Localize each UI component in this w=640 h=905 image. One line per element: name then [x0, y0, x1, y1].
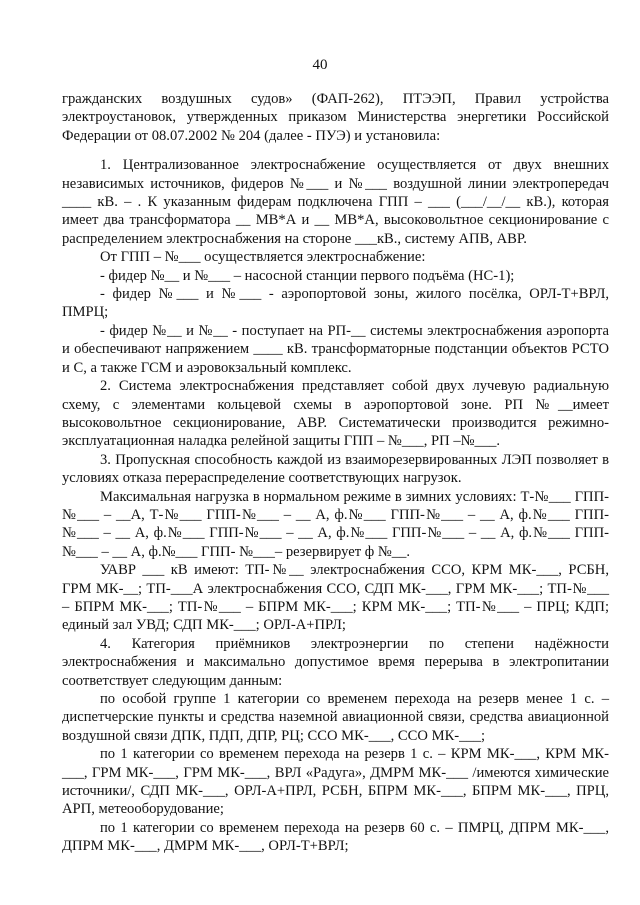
paragraph-category-1s: по 1 категории со временем перехода на резерв 1 с. – КРМ МК-___, КРМ МК-___, ГРМ МК-___, ГРМ МК-___, ВРЛ «Радуга», ДМРМ МК-___ /имеются химические источники/, СДП МК-___, ОРЛ-А+ПРЛ, РСБН, БПРМ МК-___, БПРМ МК-___, ПРЦ, АРП, метеооборудование; — [62, 746, 609, 818]
paragraph-category-60s: по 1 категории со временем перехода на резерв 60 с. – ПМРЦ, ДПРМ МК-___, ДПРМ МК-___, ДМРМ МК-___, ОРЛ-Т+ВРЛ; — [62, 819, 609, 855]
paragraph-2: 2. Система электроснабжения представляет собой двух лучевую радиальную схему, с элементами кольцевой схемы в аэропортовой зоне. РП №__имеет высоковольтное секционирование, АВР. Систематически производится режимно-эксплуатационная наладка релейной защиты ГПП – №___, РП –№___. — [62, 378, 609, 450]
paragraph-3: 3. Пропускная способность каждой из взаиморезервированных ЛЭП позволяет в условиях отказа перераспределение соответствующих нагрузок. — [62, 451, 609, 487]
document-body — [62, 90, 609, 856]
paragraph-feeder-c: - фидер №__ и №__ - поступает на РП-__ системы электроснабжения аэропорта и обеспечивают напряжением ____ кВ. трансформаторные подстанции объектов РСТО и С, а также ГСМ и аэровокзальный комплекс. — [62, 322, 609, 376]
paragraph-uavr: УАВР ___ кВ имеют: ТП-№__ электроснабжения ССО, КРМ МК-___, РСБН, ГРМ МК-__; ТП-___А электроснабжения ССО, СДП МК-___, ГРМ МК-___; ТП-№___ – БПРМ МК-___; ТП-№___ – БПРМ МК-___; КРМ МК-___; ТП-№___ – ПРЦ; КДП; единый зал УВД; СДП МК-___; ОРЛ-А+ПРЛ; — [62, 562, 609, 634]
paragraph-intro: гражданских воздушных судов» (ФАП-262), ПТЭЭП, Правил устройства электроустановок, утвержденных приказом Министерства энергетики Российской Федерации от 08.07.2002 № 204 (далее - ПУЭ) и установила: — [62, 91, 609, 144]
paragraph-1: 1. Централизованное электроснабжение осуществляется от двух внешних независимых источников, фидеров №___ и №___ воздушной линии электропередач ____ кВ. – . К указанным фидерам подключена ГПП – ___ (___/__/__ кВ.), которая имеет два трансформатора __ МВ*А и __ МВ*А, высоковольтное секционирование с распределением электроснабжения на стороне ___кВ., систему АПВ, АВР. — [62, 157, 609, 247]
paragraph-special-group: по особой группе 1 категории со временем перехода на резерв менее 1 с. – диспетчерские пункты и средства наземной авиационной связи, средства авиационной воздушной связи ДПК, ПДП, ДПР, РЦ; ССО МК-___, ССО МК-___; — [62, 691, 609, 744]
paragraph-max-load: Максимальная нагрузка в нормальном режиме в зимних условиях: Т-№___ ГПП-№___ – __А, Т-№___ ГПП-№___ – __ А, ф.№___ ГПП-№___ – __ А, ф.№___ ГПП-№___ – __ А, ф.№___ ГПП-№___ – __ А, ф.№___ ГПП-№___ – __ А, ф.№___ ГПП-№___ – __ А, ф.№___ ГПП- №___– резервирует ф №__. — [62, 488, 609, 560]
page-number: 40 — [312, 57, 328, 73]
paragraph-feeder-a: - фидер №__ и №___ – насосной станции первого подъёма (НС-1); — [100, 267, 515, 284]
paragraph-supply: От ГПП – №___ осуществляется электроснабжение: — [100, 249, 426, 266]
paragraph-4: 4. Категория приёмников электроэнергии по степени надёжности электроснабжения и максимально допустимое время перерыва в электропитании соответствует следующим данным: — [62, 635, 609, 689]
paragraph-feeder-b: - фидер №___ и №___ - аэропортовой зоны, жилого посёлка, ОРЛ-Т+ВРЛ, ПМРЦ; — [62, 286, 609, 321]
